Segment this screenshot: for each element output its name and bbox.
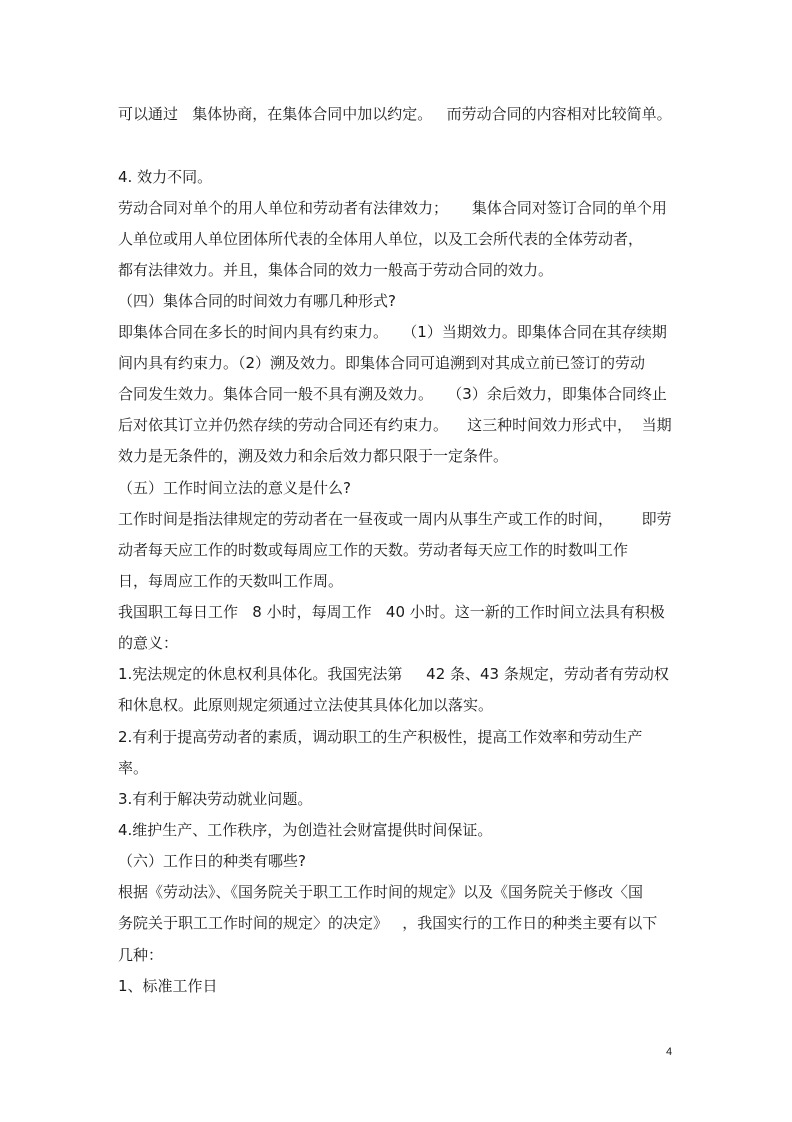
text-line: 我国职工每日工作 8 小时，每周工作 40 小时。这一新的工作时间立法具有积极 [118,603,665,621]
question-heading: （六）工作日的种类有哪些? [118,852,306,870]
text-line: 的意义： [118,634,179,652]
text-line: 动者每天应工作的时数或每周应工作的天数。劳动者每天应工作的时数叫工作 [118,541,629,559]
text-line: 和休息权。此原则规定须通过立法使其具体化加以落实。 [118,696,494,714]
text-line: 几种： [118,946,164,964]
section-heading: 4. 效力不同。 [118,168,213,186]
text-line: 间内具有约束力。（2）溯及效力。即集体合同可追溯到对其成立前已签订的劳动 [118,354,646,372]
list-item: 3.有利于解决劳动就业问题。 [118,790,313,808]
text-line: 日，每周应工作的天数叫工作周。 [118,572,344,590]
text-line: 可以通过 集体协商，在集体合同中加以约定。 而劳动合同的内容相对比较简单。 [118,105,672,123]
text-line: 即集体合同在多长的时间内具有约束力。 （1）当期效力。即集体合同在其存续期 [118,323,667,341]
text-line: 劳动合同对单个的用人单位和劳动者有法律效力； 集体合同对签订合同的单个用 [118,199,667,217]
list-item: 1.宪法规定的休息权利具体化。我国宪法第 42 条、43 条规定，劳动者有劳动权 [118,665,669,683]
list-item: 2.有利于提高劳动者的素质，调动职工的生产积极性，提高工作效率和劳动生产 [118,728,643,746]
text-line: 合同发生效力。集体合同一般不具有溯及效力。 （3）余后效力，即集体合同终止 [118,385,667,403]
text-line: 效力是无条件的，溯及效力和余后效力都只限于一定条件。 [118,447,509,465]
text-line: 人单位或用人单位团体所代表的全体用人单位，以及工会所代表的全体劳动者， [118,230,644,248]
question-heading: （五）工作时间立法的意义是什么? [118,479,351,497]
text-line: 务院关于职工工作时间的规定〉的决定》 ，我国实行的工作日的种类主要有以下 [118,914,658,932]
page-number: 4 [666,1046,673,1058]
text-line: 根据《劳动法》、《国务院关于职工工作时间的规定》以及《国务院关于修改〈国 [118,883,644,901]
list-item: 4.维护生产、工作秩序，为创造社会财富提供时间保证。 [118,821,493,839]
text-line: 率。 [118,759,149,777]
question-heading: （四）集体合同的时间效力有哪几种形式? [118,292,396,310]
text-line: 后对依其订立并仍然存续的劳动合同还有约束力。 这三种时间效力形式中， 当期 [118,416,672,434]
text-line: 都有法律效力。并且，集体合同的效力一般高于劳动合同的效力。 [118,261,554,279]
text-line: 工作时间是指法律规定的劳动者在一昼夜或一周内从事生产或工作的时间， 即劳 [118,510,672,528]
list-item: 1、标准工作日 [118,977,218,995]
